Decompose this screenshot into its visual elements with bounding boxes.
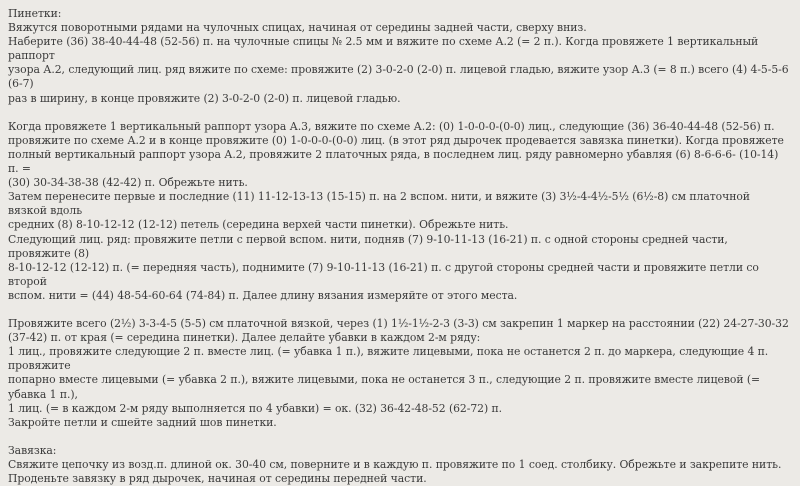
text-line: Когда провяжете 1 вертикальный раппорт узора А.3, вяжите по схеме А.2: (0) 1-0-0-0-(0-0) лиц., следующие (36) 36-40-44-48 (52-56) п. bbox=[8, 119, 775, 133]
text-line: раз в ширину, в конце провяжите (2) 3-0-2-0 (2-0) п. лицевой гладью. bbox=[8, 91, 401, 105]
text-line: (37-42) п. от края (= середина пинетки). Далее делайте убавки в каждом 2-м ряду: bbox=[8, 331, 481, 345]
decrease-paragraph bbox=[8, 317, 792, 430]
text-line: 1 лиц. (= в каждом 2-м ряду выполняется по 4 убавки) = ок. (32) 36-42-48-52 (62-72) п. bbox=[8, 401, 503, 415]
text-line: узора А.2, следующий лиц. ряд вяжите по схеме: провяжите (2) 3-0-2-0 (2-0) п. лицевой гладью, вяжите узор А.3 (= 8 п.) всего (4) 4-5-5-6 (6-7) bbox=[8, 63, 789, 91]
text-line: Затем перенесите первые и последние (11) 11-12-13-13 (15-15) п. на 2 вспом. нити, и вяжите (3) 3½-4-4½-5½ (6½-8) см платочной вязкой вдоль bbox=[8, 190, 750, 218]
text-line: провяжите по схеме А.2 и в конце провяжите (0) 1-0-0-0-(0-0) лиц. (в этот ряд дырочек продевается завязка пинетки). Когда провяжете bbox=[8, 133, 784, 147]
text-line: (30) 30-34-38-38 (42-42) п. Обрежьте нить. bbox=[8, 176, 248, 190]
text-line: Вяжутся поворотными рядами на чулочных спицах, начиная от середины задней части, сверху вниз. bbox=[8, 21, 587, 35]
paragraph-spacer bbox=[8, 106, 792, 120]
text-line: 8-10-12-12 (12-12) п. (= передняя часть), поднимите (7) 9-10-11-13 (16-21) п. с другой стороны средней части и провяжите петли со второй bbox=[8, 260, 759, 288]
section-heading-tie: Завязка: bbox=[8, 443, 57, 457]
text-line: Следующий лиц. ряд: провяжите петли с первой вспом. нити, подняв (7) 9-10-11-13 (16-21) п. с одной стороны средней части, провяжите (8) bbox=[8, 232, 728, 260]
text-line: попарно вместе лицевыми (= убавка 2 п.), вяжите лицевыми, пока не останется 3 п., следующие 2 п. провяжите вместе лицевой (= убавка 1 п.), bbox=[8, 373, 761, 401]
paragraph-spacer bbox=[8, 303, 792, 317]
tie-paragraph bbox=[8, 444, 792, 486]
paragraph-spacer bbox=[8, 430, 792, 444]
text-line: Наберите (36) 38-40-44-48 (52-56) п. на чулочные спицы № 2.5 мм и вяжите по схеме А.2 (= 2 п.). Когда провяжете 1 вертикальный раппорт bbox=[8, 35, 759, 63]
pattern-a3-paragraph bbox=[8, 120, 792, 303]
text-line: средних (8) 8-10-12-12 (12-12) петель (середина верхей части пинетки). Обрежьте нить. bbox=[8, 218, 509, 232]
section-heading-booties: Пинетки: bbox=[8, 7, 62, 20]
text-line: полный вертикальный раппорт узора А.2, провяжите 2 платочных ряда, в последнем лиц. ряду равномерно убавляя (6) 8-6-6-6- (10-14) п. = bbox=[8, 147, 779, 176]
text-line: Провяжите всего (2½) 3-3-4-5 (5-5) см платочной вязкой, через (1) 1½-1½-2-3 (3-3) см закрепин 1 маркер на расстоянии (22) 24-27-30-32 bbox=[8, 317, 789, 331]
text-line: 1 лиц., провяжите следующие 2 п. вместе лиц. (= убавка 1 п.), вяжите лицевыми, пока не останется 2 п. до маркера, следующие 4 п. провяжите bbox=[8, 345, 769, 373]
text-line: Свяжите цепочку из возд.п. длиной ок. 30-40 см, поверните и в каждую п. провяжите по 1 соед. столбику. Обрежьте и закрепите нить. bbox=[8, 458, 782, 471]
text-line: вспом. нити = (44) 48-54-60-64 (74-84) п. Далее длину вязания измеряйте от этого места. bbox=[8, 288, 518, 302]
intro-paragraph bbox=[8, 7, 792, 106]
text-line: Проденьте завязку в ряд дырочек, начиная от середины передней части. bbox=[8, 472, 427, 486]
text-line: Закройте петли и сшейте задний шов пинетки. bbox=[8, 415, 277, 429]
